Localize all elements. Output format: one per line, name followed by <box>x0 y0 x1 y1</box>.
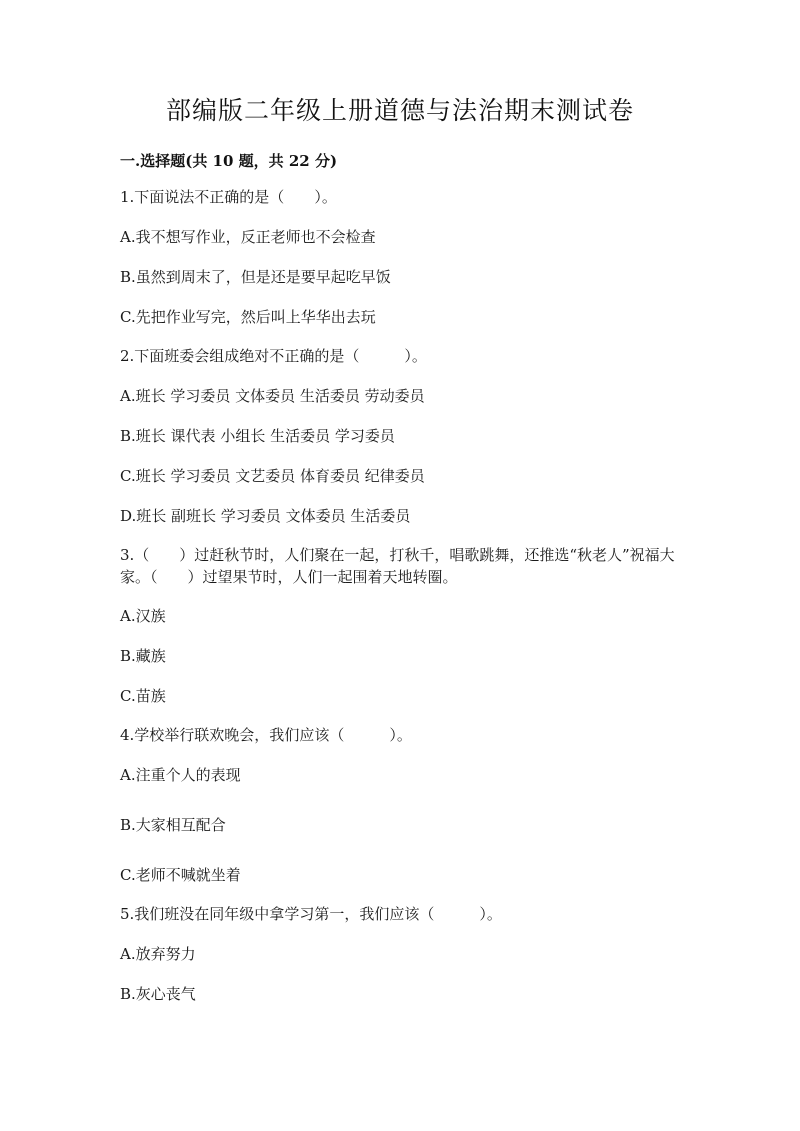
question-5-option-b: B.灰心丧气 <box>120 985 196 1003</box>
question-3-option-a: A.汉族 <box>120 607 166 625</box>
question-1-option-b: B.虽然到周末了，但是还是要早起吃早饭 <box>120 268 391 286</box>
question-3-option-c: C.苗族 <box>120 687 166 705</box>
question-4-stem: 4.学校举行联欢晚会，我们应该（ ）。 <box>120 726 412 744</box>
question-5-option-a: A.放弃努力 <box>120 945 196 963</box>
question-5-stem: 5.我们班没在同年级中拿学习第一，我们应该（ ）。 <box>120 905 502 923</box>
question-2-option-a: A.班长 学习委员 文体委员 生活委员 劳动委员 <box>120 387 425 405</box>
question-2-option-b: B.班长 课代表 小组长 生活委员 学习委员 <box>120 427 395 445</box>
question-3-stem: 3.（ ）过赶秋节时，人们聚在一起，打秋千，唱歌跳舞，还推选“秋老人”祝福大家。（ ）过望果节时，人们一起围着天地转圈。 <box>120 546 675 586</box>
question-4-option-b: B.大家相互配合 <box>120 816 226 834</box>
question-1-option-c: C.先把作业写完，然后叫上华华出去玩 <box>120 308 376 326</box>
question-4-option-c: C.老师不喊就坐着 <box>120 866 241 884</box>
question-2-option-c: C.班长 学习委员 文艺委员 体育委员 纪律委员 <box>120 467 425 485</box>
question-2-stem: 2.下面班委会组成绝对不正确的是（ ）。 <box>120 347 427 365</box>
question-4-option-a: A.注重个人的表现 <box>120 766 241 784</box>
question-1-option-a: A.我不想写作业，反正老师也不会检查 <box>120 228 376 246</box>
page-title: 部编版二年级上册道德与法治期末测试卷 <box>165 96 634 125</box>
question-1-stem: 1.下面说法不正确的是（ ）。 <box>120 188 337 206</box>
question-2-option-d: D.班长 副班长 学习委员 文体委员 生活委员 <box>120 507 411 525</box>
question-3-option-b: B.藏族 <box>120 647 166 665</box>
section-heading: 一.选择题(共 10 题，共 22 分) <box>120 152 338 170</box>
